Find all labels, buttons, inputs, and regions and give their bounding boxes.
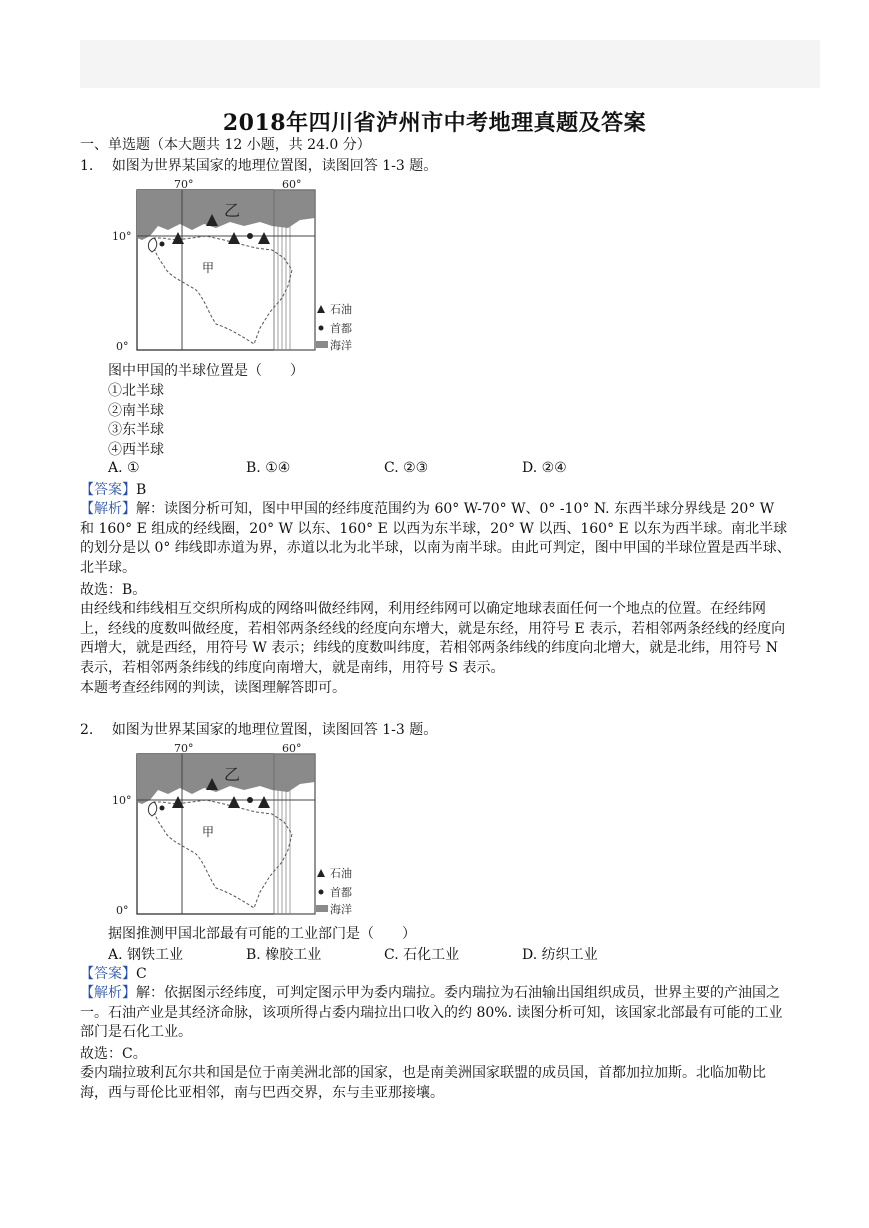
legend-ocean-icon <box>316 341 328 348</box>
option-a: A. 钢铁工业 <box>108 947 184 963</box>
location-map-2 <box>112 742 352 917</box>
answer-line-1 <box>80 480 146 500</box>
option-d: D. ②④ <box>522 460 567 476</box>
analysis-tag: 【解析】 <box>80 985 136 1001</box>
analysis-text: 解：依据图示经纬度，可判定图示甲为委内瑞拉。委内瑞拉为石油输出国组织成员，世界主要的产油国之一。石油产业是其经济命脉，该项所得占委内瑞拉出口收入的约 80%. 读图分析可知，该国家北部最有可能的工业部门是石化工业。 <box>80 985 783 1040</box>
choice-2: 故选：C。 <box>80 1046 147 1062</box>
question-2-stem <box>80 720 437 740</box>
legend-capital-icon <box>319 326 324 331</box>
option-b: B. ①④ <box>246 460 291 476</box>
question-intro: 如图为世界某国家的地理位置图，读图回答 1-3 题。 <box>111 158 438 174</box>
legend-ocean-icon <box>316 905 328 912</box>
question-2-prompt: 据图推测甲国北部最有可能的工业部门是（ ） <box>108 926 416 942</box>
statement-3: ③东半球 <box>108 422 164 438</box>
location-map-1 <box>112 178 352 353</box>
legend-oil-icon <box>317 869 325 877</box>
legend-capital-label: 首都 <box>330 322 352 335</box>
lon-label-70: 70° <box>174 178 194 191</box>
lon-label-60: 60° <box>282 178 302 191</box>
answer-tag: 【答案】 <box>80 966 136 982</box>
section-heading: 一、单选题（本大题共 12 小题，共 24.0 分） <box>80 137 371 153</box>
legend-oil-label: 石油 <box>330 867 352 880</box>
analysis-2 <box>80 984 792 1043</box>
option-c: C. ②③ <box>384 460 429 476</box>
page-title: 2018年四川省泸州市中考地理真题及答案 <box>222 110 647 136</box>
capital-dot <box>247 797 253 803</box>
option-c: C. 石化工业 <box>384 947 460 963</box>
country-b-label: 乙 <box>224 201 241 220</box>
question-number: 1. <box>80 158 94 174</box>
country-a-label: 甲 <box>202 825 215 839</box>
analysis-tag: 【解析】 <box>80 501 136 517</box>
question-intro: 如图为世界某国家的地理位置图，读图回答 1-3 题。 <box>111 722 438 738</box>
legend-oil-label: 石油 <box>330 303 352 316</box>
answer-tag: 【答案】 <box>80 482 136 498</box>
lat-label-10: 10° <box>112 794 132 807</box>
question-1-stem <box>80 156 437 176</box>
answer-value: B <box>136 482 147 498</box>
explanation-1: 由经线和纬线相互交织所构成的网络叫做经纬网，利用经纬网可以确定地球表面任何一个地点的位置。在经纬网上，经线的度数叫做经度，若相邻两条经线的经度向东增大，就是东经，用符号 E 表示，若相邻两条经线的经度向西增大，就是西经，用符号 W 表示；纬线的度数叫纬度，若相邻两条纬线的纬度向北增大，就是北纬，用符号 N 表示，若相邻两条纬线的纬度向南增大，就是南纬，用符号 S 表示。 <box>80 601 786 676</box>
analysis-1 <box>80 500 792 578</box>
legend-ocean-label: 海洋 <box>330 903 352 916</box>
option-a: A. ① <box>108 460 140 476</box>
lon-label-70: 70° <box>174 742 194 755</box>
option-b: B. 橡胶工业 <box>246 947 322 963</box>
question-number: 2. <box>80 722 94 738</box>
lon-label-60: 60° <box>282 742 302 755</box>
capital-dot <box>247 233 253 239</box>
legend-ocean-label: 海洋 <box>330 339 352 352</box>
choice-1: 故选：B。 <box>80 582 147 598</box>
legend-capital-icon <box>319 890 324 895</box>
statement-4: ④西半球 <box>108 442 164 458</box>
header-band <box>80 40 820 88</box>
legend-oil-icon <box>317 305 325 313</box>
explanation-2: 委内瑞拉玻利瓦尔共和国是位于南美洲北部的国家，也是南美洲国家联盟的成员国，首都加拉加斯。北临加勒比海，西与哥伦比亚相邻，南与巴西交界，东与圭亚那接壤。 <box>80 1065 766 1101</box>
country-b-label: 乙 <box>224 765 241 784</box>
capital-dot <box>160 806 165 811</box>
capital-dot <box>160 242 165 247</box>
answer-value: C <box>136 966 147 982</box>
country-a-label: 甲 <box>202 261 215 275</box>
lat-label-0: 0° <box>116 340 129 353</box>
lat-label-0: 0° <box>116 904 129 917</box>
statement-1: ①北半球 <box>108 383 164 399</box>
summary-1: 本题考查经纬网的判读，读图理解答即可。 <box>80 680 346 696</box>
answer-line-2 <box>80 964 147 984</box>
question-1-prompt: 图中甲国的半球位置是（ ） <box>108 363 304 379</box>
analysis-text: 解：读图分析可知，图中甲国的经纬度范围约为 60° W-70° W、0° -10° N. 东西半球分界线是 20° W 和 160° E 组成的经线圈，20° W 以东、160° E 以西为东半球，20° W 以西、160° E 以东为西半球。南北半球的划分是以 0° 纬线即赤道为界，赤道以北为北半球，以南为南半球。由此可判定，图中甲国的半球位置是西半球、北半球。 <box>80 501 791 576</box>
option-d: D. 纺织工业 <box>522 947 598 963</box>
legend-capital-label: 首都 <box>330 886 352 899</box>
lat-label-10: 10° <box>112 230 132 243</box>
statement-2: ②南半球 <box>108 403 164 419</box>
